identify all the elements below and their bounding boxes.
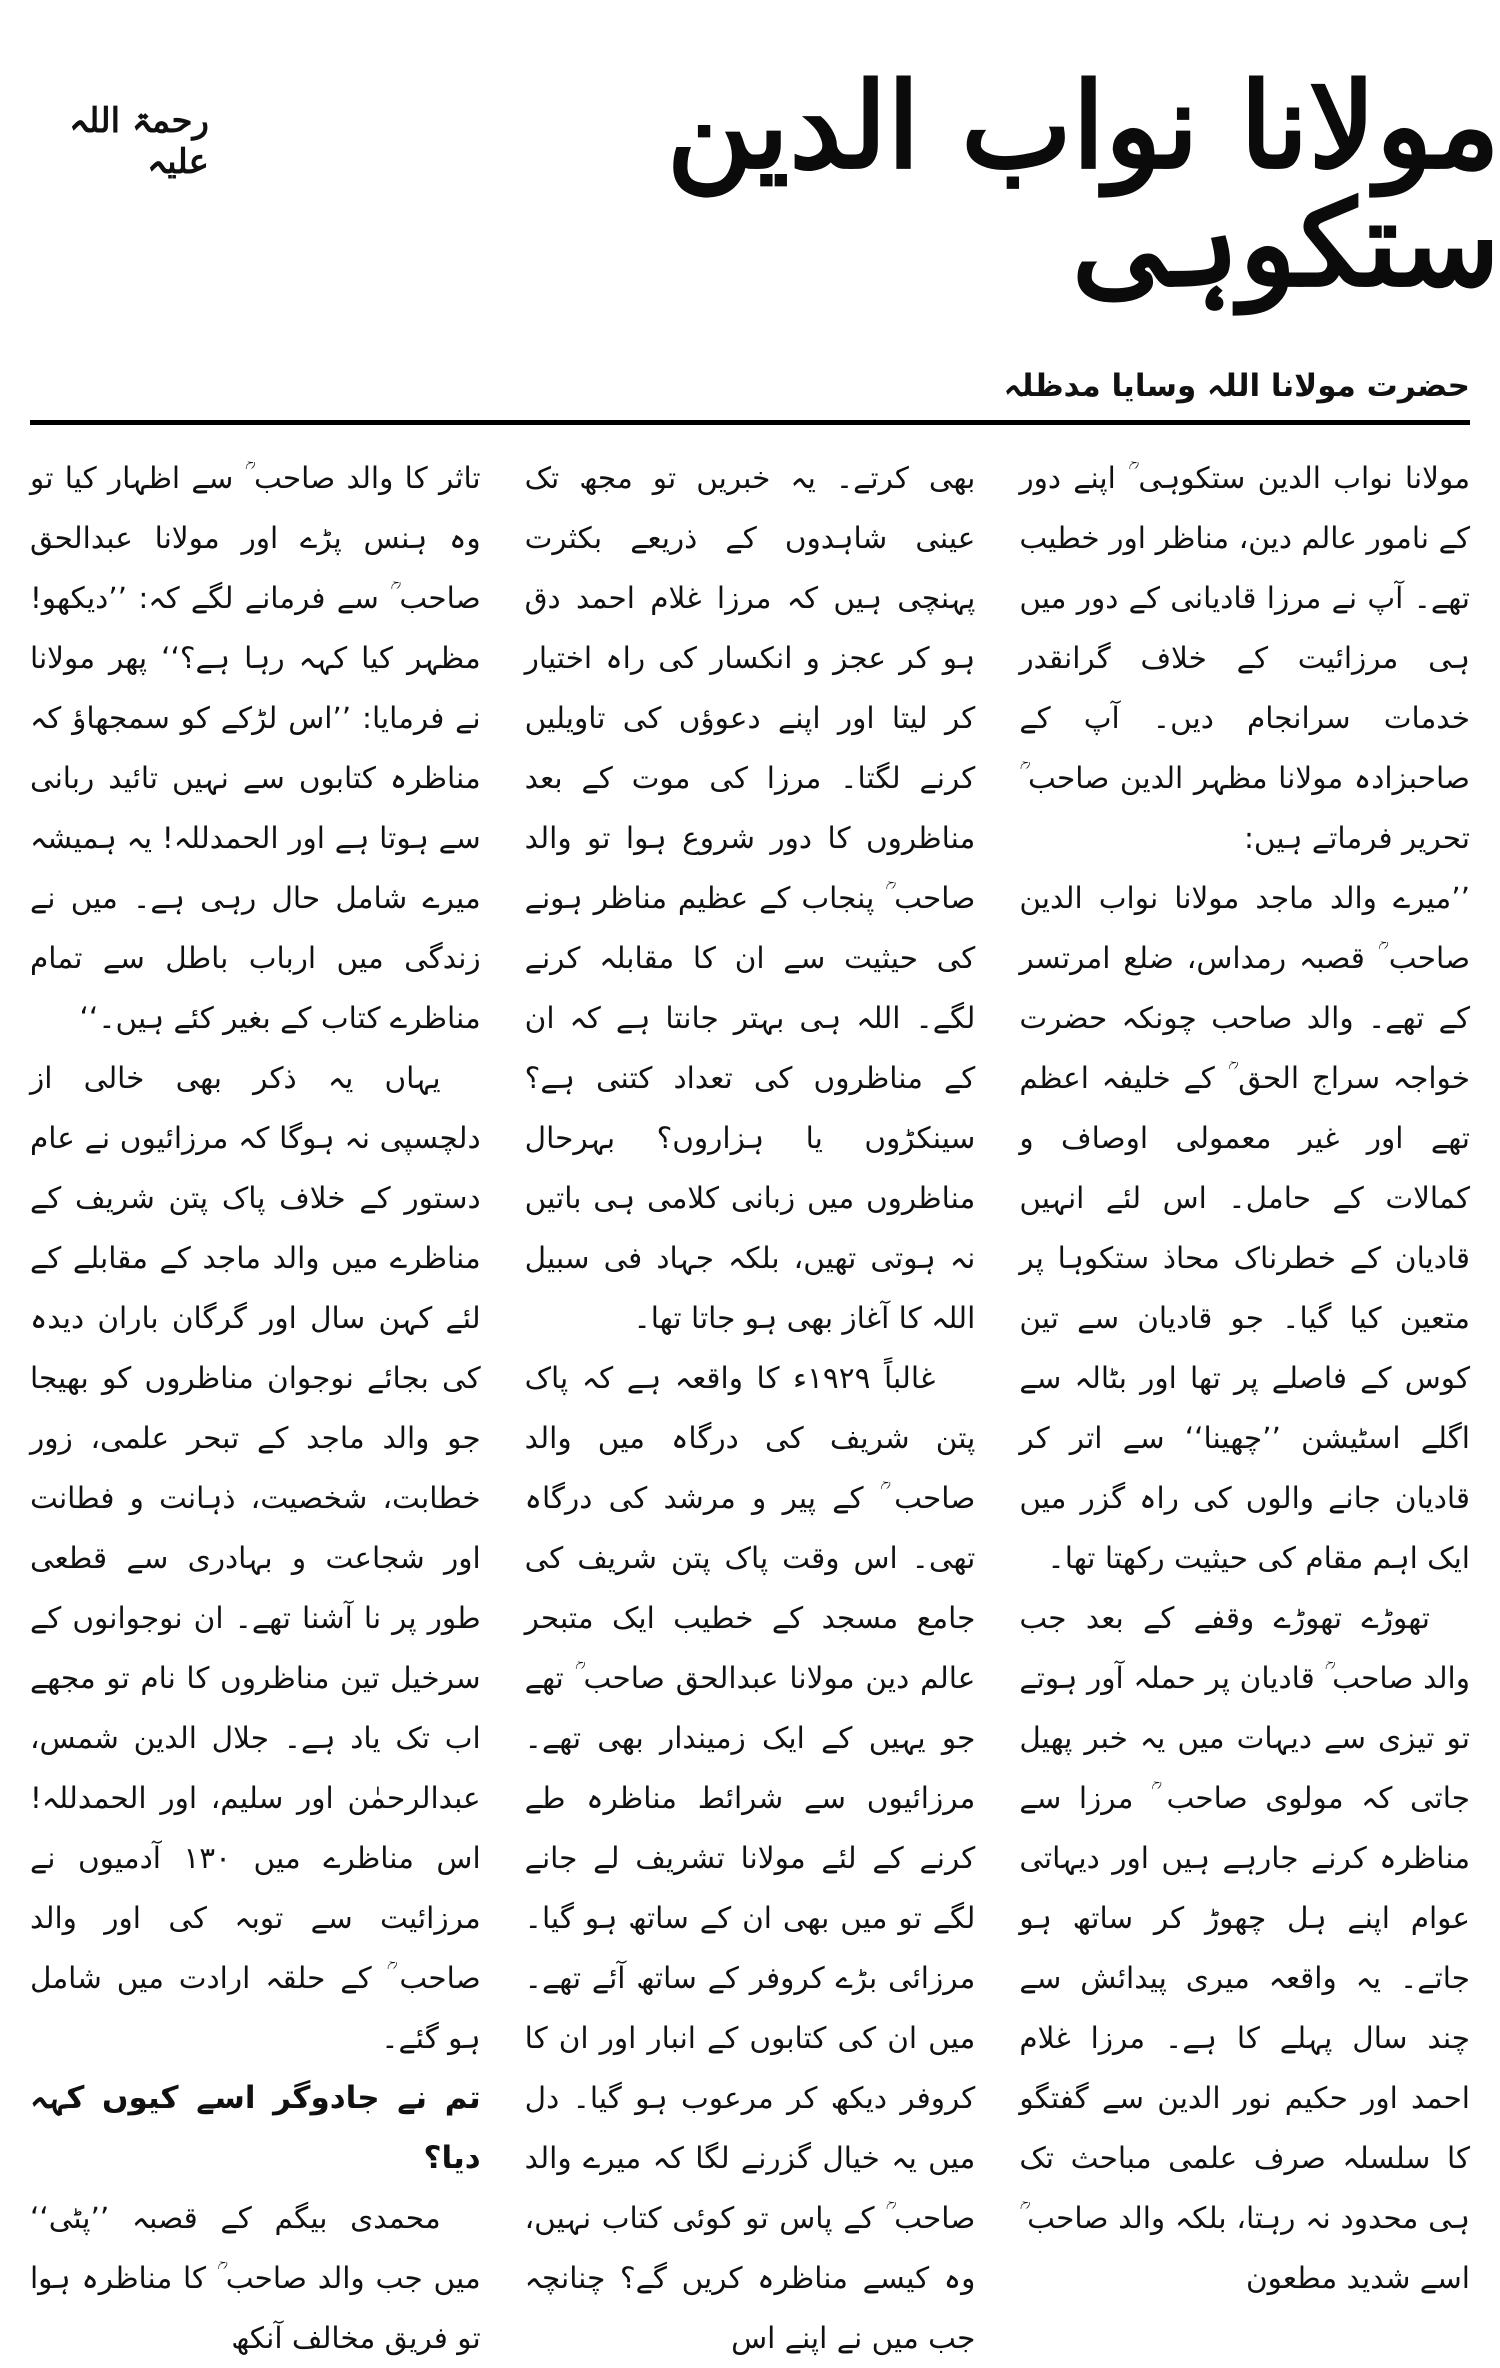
paragraph: تھوڑے تھوڑے وقفے کے بعد جب والد صاحب ؒ قادیان پر حملہ آور ہوتے تو تیزی سے دیہات میں یہ خبر پھیل جاتی کہ مولوی صاحب ؒ مرزا سے مناظرہ کرنے جارہے ہیں اور دیہاتی عوام اپنے ہل چھوڑ کر ساتھ ہو جاتے۔ یہ واقعہ میری پیدائش سے چند سال پہلے کا ہے۔ مرزا غلام احمد اور حکیم نور الدین سے گفتگو کا سلسلہ صرف علمی مباحث تک ہی محدود نہ رہتا، بلکہ والد صاحب ؒ اسے شدید مطعون — [1019, 1601, 1470, 2295]
text-column-1 — [1019, 448, 1470, 2295]
paragraph: ’’میرے والد ماجد مولانا نواب الدین صاحب ؒ قصبہ رمداس، ضلع امرتسر کے تھے۔ والد صاحب چونکہ حضرت خواجہ سراج الحق ؒ کے خلیفہ اعظم تھے اور غیر معمولی اوصاف و کمالات کے حامل۔ اس لئے انہیں قادیان کے خطرناک محاذ ستکوہا پر متعین کیا گیا۔ جو قادیان سے تین کوس کے فاصلے پر تھا اور بٹالہ سے اگلے اسٹیشن ’’چھینا‘‘ سے اتر کر قادیان جانے والوں کی راہ گزر میں ایک اہم مقام کی حیثیت رکھتا تھا۔ — [1019, 881, 1470, 1575]
article-body — [29, 448, 1470, 2355]
paragraph: مولانا نواب الدین ستکوہی ؒ اپنے دور کے نامور عالم دین، مناظر اور خطیب تھے۔ آپ نے مرزا قادیانی کے دور میں ہی مرزائیت کے خلاف گرانقدر خدمات سرانجام دیں۔ آپ کے صاحبزادہ مولانا مظہر الدین صاحب ؒ تحریر فرماتے ہیں: — [1019, 461, 1470, 855]
article-author: حضرت مولانا اللہ وسایا مدظلہ — [1003, 368, 1470, 404]
paragraph: محمدی بیگم کے قصبہ ’’پٹی‘‘ میں جب والد صاحب ؒ کا مناظرہ ہوا تو فریق مخالف آنکھ — [29, 2201, 481, 2355]
article-title-block — [0, 56, 1500, 313]
text-column-2 — [524, 448, 976, 2355]
paragraph: غالباً ۱۹۲۹ء کا واقعہ ہے کہ پاک پتن شریف کی درگاہ میں والد صاحب ؒ کے پیر و مرشد کی درگاہ تھی۔ اس وقت پاک پتن شریف کی جامع مسجد کے خطیب ایک متبحر عالم دین مولانا عبدالحق صاحب ؒ تھے جو یہیں کے ایک زمیندار بھی تھے۔ مرزائیوں سے شرائط مناظرہ طے کرنے کے لئے مولانا تشریف لے جانے لگے تو میں بھی ان کے ساتھ ہو گیا۔ مرزائی بڑے کروفر کے ساتھ آئے تھے۔ میں ان کی کتابوں کے انبار اور ان کا کروفر دیکھ کر مرعوب ہو گیا۔ دل میں یہ خیال گزرنے لگا کہ میرے والد صاحب ؒ کے پاس تو کوئی کتاب نہیں، وہ کیسے مناظرہ کریں گے؟ چنانچہ جب میں نے اپنے اس — [524, 1361, 976, 2355]
text-column-3 — [29, 448, 481, 2355]
paragraph: بھی کرتے۔ یہ خبریں تو مجھ تک عینی شاہدوں کے ذریعے بکثرت پہنچی ہیں کہ مرزا غلام احمد دق ہو کر عجز و انکسار کی راہ اختیار کر لیتا اور اپنے دعوؤں کی تاویلیں کرنے لگتا۔ مرزا کی موت کے بعد مناظروں کا دور شروع ہوا تو والد صاحب ؒ پنجاب کے عظیم مناظر ہونے کی حیثیت سے ان کا مقابلہ کرنے لگے۔ اللہ ہی بہتر جانتا ہے کہ ان کے مناظروں کی تعداد کتنی ہے؟ سینکڑوں یا ہزاروں؟ بہرحال مناظروں میں زبانی کلامی ہی باتیں نہ ہوتی تھیں، بلکہ جہاد فی سبیل اللہ کا آغاز بھی ہو جاتا تھا۔ — [524, 461, 976, 1335]
paragraph: تاثر کا والد صاحب ؒ سے اظہار کیا تو وہ ہنس پڑے اور مولانا عبدالحق صاحب ؒ سے فرمانے لگے کہ: ’’دیکھو! مظہر کیا کہہ رہا ہے؟‘‘ پھر مولانا نے فرمایا: ’’اس لڑکے کو سمجھاؤ کہ مناظرہ کتابوں سے نہیں تائید ربانی سے ہوتا ہے اور الحمدللہ! یہ ہمیشہ میرے شامل حال رہی ہے۔ میں نے زندگی میں ارباب باطل سے تمام مناظرے کتاب کے بغیر کئے ہیں۔‘‘ — [29, 461, 481, 1035]
paragraph: یہاں یہ ذکر بھی خالی از دلچسپی نہ ہوگا کہ مرزائیوں نے عام دستور کے خلاف پاک پتن شریف کے مناظرے میں والد ماجد کے مقابلے کے لئے کہن سال اور گرگان باران دیدہ کی بجائے نوجوان مناظروں کو بھیجا جو والد ماجد کے تبحر علمی، زور خطابت، شخصیت، ذہانت و فطانت اور شجاعت و بہادری سے قطعی طور پر نا آشنا تھے۔ ان نوجوانوں کے سرخیل تین مناظروں کا نام تو مجھے اب تک یاد ہے۔ جلال الدین شمس، عبدالرحمٰن اور سلیم، اور الحمدللہ! اس مناظرے میں ۱۳۰ آدمیوں نے مرزائیت سے توبہ کی اور والد صاحب ؒ کے حلقہ ارادت میں شامل ہو گئے۔ — [29, 1061, 481, 2055]
header-divider — [30, 420, 1470, 425]
section-heading: تم نے جادوگر اسے کیوں کہہ دیا؟ — [29, 2080, 481, 2176]
title-honorific: رحمۃ اللہ علیہ — [69, 101, 209, 182]
article-title: مولانا نواب الدین ستکوہی — [666, 56, 1500, 313]
